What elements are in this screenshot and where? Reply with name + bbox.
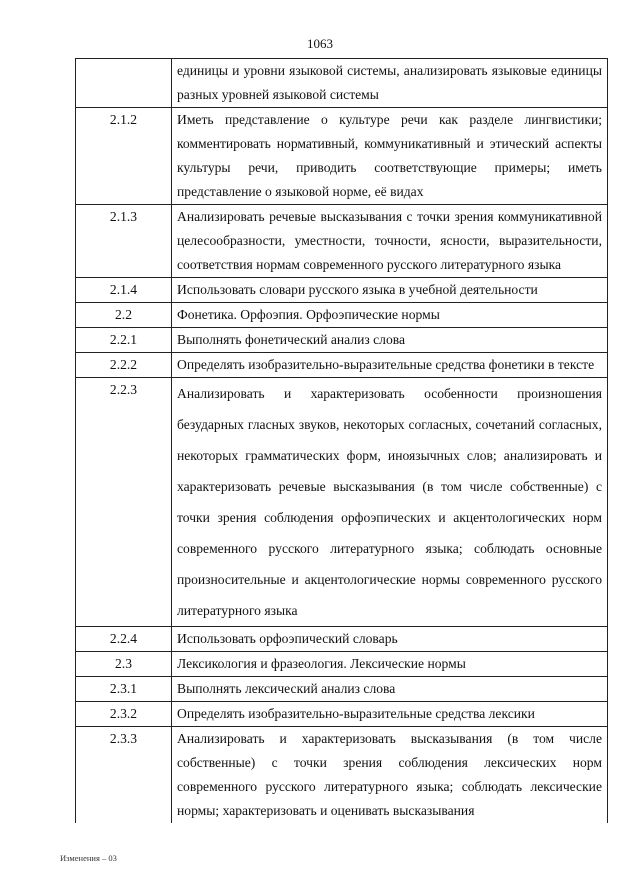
table-row xyxy=(76,652,608,677)
table-row xyxy=(76,702,608,727)
row-text: Анализировать и характеризовать высказывания (в том числе собственные) с точки зрения соблюдения лексических норм современного русского литературного языка; соблюдать лексические нормы; характеризовать и оценивать высказывания xyxy=(172,727,608,824)
row-text: Выполнять лексический анализ слова xyxy=(172,677,608,702)
row-code xyxy=(76,59,172,108)
row-text: Анализировать речевые высказывания с точки зрения коммуникативной целесообразности, уместности, точности, ясности, выразительности, соответствия нормам современного русского литературного языка xyxy=(172,205,608,278)
table-row xyxy=(76,677,608,702)
revision-note: Изменения – 03 xyxy=(60,853,117,863)
table-row xyxy=(76,108,608,205)
row-text: Фонетика. Орфоэпия. Орфоэпические нормы xyxy=(172,303,608,328)
table-row xyxy=(76,627,608,652)
requirements-table xyxy=(75,58,608,823)
row-text: Выполнять фонетический анализ слова xyxy=(172,328,608,353)
table-row xyxy=(76,378,608,627)
row-code: 2.2.3 xyxy=(76,378,172,627)
row-text: Использовать словари русского языка в учебной деятельности xyxy=(172,278,608,303)
row-code: 2.1.2 xyxy=(76,108,172,205)
row-code: 2.3.2 xyxy=(76,702,172,727)
row-code: 2.2.4 xyxy=(76,627,172,652)
row-text: Использовать орфоэпический словарь xyxy=(172,627,608,652)
row-text: Анализировать и характеризовать особенности произношения безударных гласных звуков, некоторых согласных, сочетаний согласных, некоторых грамматических форм, иноязычных слов; анализировать и характеризовать речевые высказывания (в том числе собственные) с точки зрения соблюдения орфоэпических и акцентологических норм современного русского литературного языка; соблюдать основные произносительные и акцентологические нормы современного русского литературного языка xyxy=(172,378,608,627)
table-row xyxy=(76,303,608,328)
table-row xyxy=(76,328,608,353)
row-code: 2.2.2 xyxy=(76,353,172,378)
table-row xyxy=(76,205,608,278)
row-text: единицы и уровни языковой системы, анализировать языковые единицы разных уровней языковой системы xyxy=(172,59,608,108)
table-row xyxy=(76,278,608,303)
row-text: Лексикология и фразеология. Лексические нормы xyxy=(172,652,608,677)
row-code: 2.1.3 xyxy=(76,205,172,278)
row-code: 2.3 xyxy=(76,652,172,677)
row-code: 2.3.1 xyxy=(76,677,172,702)
table-row xyxy=(76,727,608,824)
row-text: Определять изобразительно-выразительные средства лексики xyxy=(172,702,608,727)
table-row xyxy=(76,353,608,378)
row-code: 2.3.3 xyxy=(76,727,172,824)
row-code: 2.1.4 xyxy=(76,278,172,303)
row-text: Иметь представление о культуре речи как разделе лингвистики; комментировать нормативный, коммуникативный и этический аспекты культуры речи, приводить соответствующие примеры; иметь представление о языковой норме, её видах xyxy=(172,108,608,205)
page-number: 1063 xyxy=(307,36,333,51)
table-row xyxy=(76,59,608,108)
row-code: 2.2.1 xyxy=(76,328,172,353)
row-code: 2.2 xyxy=(76,303,172,328)
row-text: Определять изобразительно-выразительные средства фонетики в тексте xyxy=(172,353,608,378)
